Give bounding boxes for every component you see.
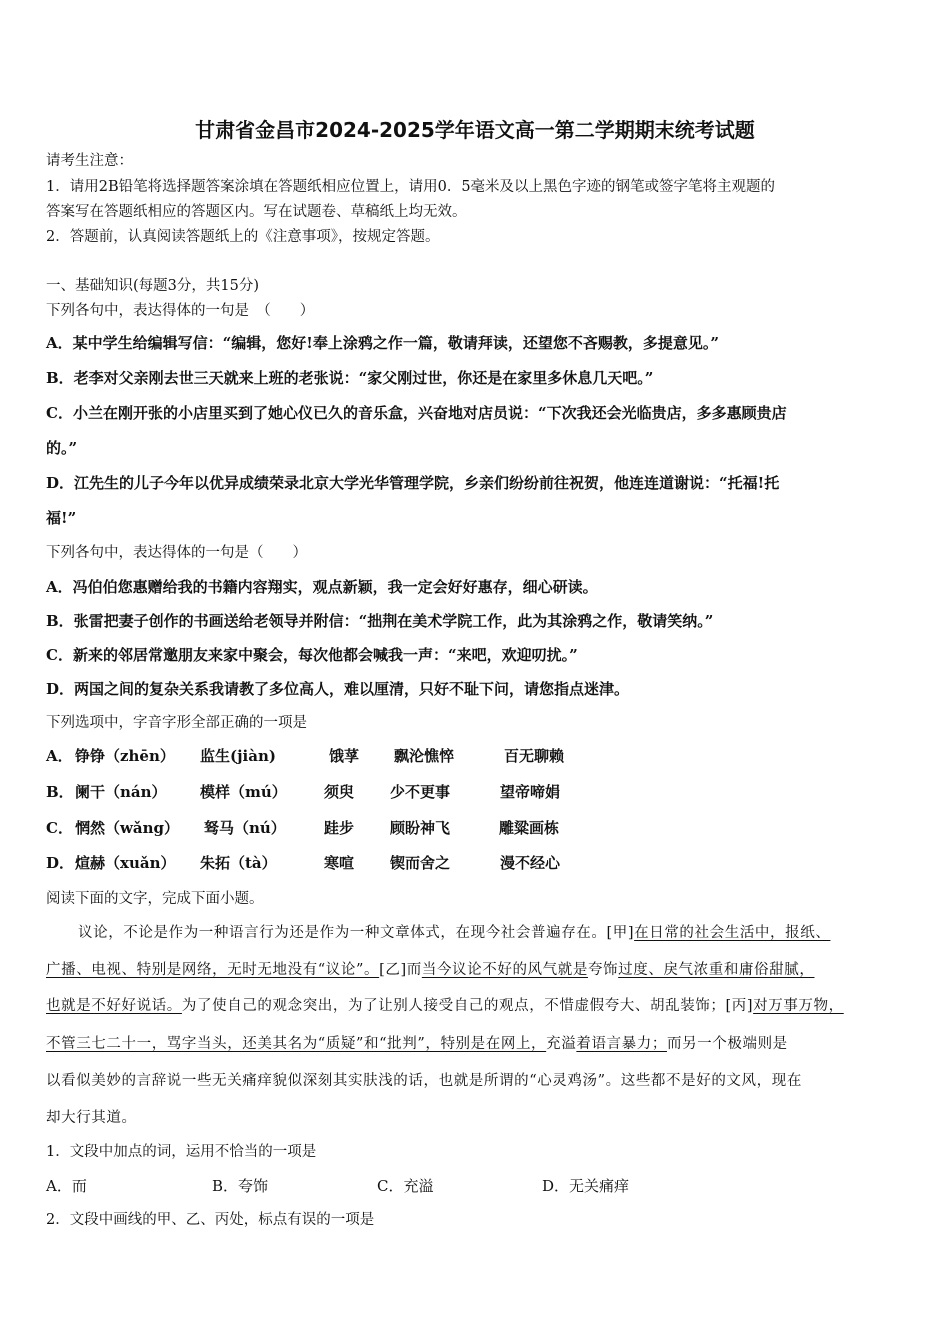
q3-cell: 望帝啼娟 (500, 783, 561, 801)
notice-heading: 请考生注意： (46, 153, 133, 169)
q3-cell: 朱拓（tà） (200, 854, 277, 872)
reading-q1-stem: 1．文段中加点的词，运用不恰当的一项是 (46, 1144, 317, 1160)
q3-cell: 少不更事 (390, 783, 451, 801)
underlined-segment-bing-cont: 不管三七二十一，骂字当头，还美其名为“质疑”和“批判”，特别是在网上， (46, 1036, 547, 1052)
q3-cell: 寒喧 (324, 854, 355, 872)
q3-option-row-a (46, 746, 646, 766)
q3-cell: 锲而舍之 (390, 854, 451, 872)
passage-line-4 (46, 1034, 788, 1054)
reading-q1-option-c: C．充溢 (377, 1177, 434, 1195)
q2-stem: 下列各句中，表达得体的一句是（ ） (46, 545, 307, 561)
underlined-segment-bing: 对万事万物， (753, 998, 844, 1014)
passage-line-2 (46, 960, 814, 980)
underlined-segment-yi-cont: 过度、戾气浓重和庸俗甜腻， (618, 962, 815, 978)
q3-option-row-d (46, 853, 646, 873)
reading-q1-option-b: B．夸饰 (212, 1177, 269, 1195)
q3-cell: 监生(jiàn) (200, 747, 276, 765)
reading-q1-options (46, 1176, 906, 1196)
exam-title: 甘肃省金昌市2024-2025学年语文高一第二学期期末统考试题 (195, 118, 755, 142)
q3-cell: 煊赫（xuǎn） (75, 854, 176, 872)
q3-cell: 惘然（wǎng） (75, 819, 180, 837)
q1-option-d-line-1: D．江先生的儿子今年以优异成绩荣录北京大学光华管理学院，乡亲们纷纷前往祝贺，他连连道谢说：“托福!托 (46, 474, 780, 492)
q1-option-c-line-2: 的。” (46, 439, 78, 457)
underlined-segment-bing-end: 着语言暴力； (576, 1036, 667, 1052)
q1-option-c-line-1: C．小兰在刚开张的小店里买到了她心仪已久的音乐盒，兴奋地对店员说：“下次我还会光临贵店，多多惠顾贵店 (46, 404, 787, 422)
q3-cell: 漫不经心 (500, 854, 561, 872)
underlined-segment-yi: 当今议论不好的风气就是 (421, 962, 588, 978)
q3-stem: 下列选项中，字音字形全部正确的一项是 (46, 715, 307, 731)
dotted-word-kuashi: 夸饰 (587, 962, 619, 978)
q3-row-label: A． (46, 747, 73, 765)
q3-cell: 顾盼神飞 (390, 819, 451, 837)
q1-option-a: A．某中学生给编辑写信：“编辑，您好!奉上涂鸦之作一篇，敬请拜读，还望您不吝赐教，多提意见。” (46, 334, 719, 352)
q3-cell: 模样（mú） (200, 783, 287, 801)
passage-line-3 (46, 996, 844, 1016)
q3-option-row-c (46, 818, 646, 838)
passage-text: [乙]而 (379, 962, 422, 978)
q3-row-label: D． (46, 854, 75, 872)
q3-cell: 飘沦憔悴 (394, 747, 455, 765)
q3-row-label: B． (46, 783, 74, 801)
passage-text: 议论，不论是作为一种语言行为还是作为一种文章体式，在现今社会普遍存在。[甲] (78, 925, 635, 941)
q3-row-label: C． (46, 819, 73, 837)
q3-cell: 百无聊赖 (504, 747, 565, 765)
q1-option-b: B．老李对父亲刚去世三天就来上班的老张说：“家父刚过世，你还是在家里多休息几天吧。” (46, 369, 654, 387)
notice-item-1-line-2: 答案写在答题纸相应的答题区内。写在试题卷、草稿纸上均无效。 (46, 204, 467, 220)
underlined-segment-yi-end: 也就是不好好说话。 (46, 998, 182, 1014)
q2-option-a: A．冯伯伯您惠赠给我的书籍内容翔实，观点新颖，我一定会好好惠存，细心研读。 (46, 578, 598, 596)
underlined-segment-jia-cont: 广播、电视、特别是网络，无时无地没有“议论”。 (46, 962, 380, 978)
notice-item-1-line-1: 1．请用2B铅笔将选择题答案涂填在答题纸相应位置上，请用0．5毫米及以上黑色字迹的钢笔或签字笔将主观题的 (46, 179, 776, 195)
reading-q1-option-a: A．而 (46, 1177, 87, 1195)
q3-cell: 雕粱画栋 (499, 819, 560, 837)
q3-cell: 铮铮（zhēn） (75, 747, 175, 765)
q1-stem: 下列各句中，表达得体的一句是 （ ） (46, 303, 315, 319)
reading-intro: 阅读下面的文字，完成下面小题。 (46, 891, 264, 907)
reading-q1-option-d: D．无关痛痒 (542, 1177, 630, 1195)
reading-q2-stem: 2．文段中画线的甲、乙、丙处，标点有误的一项是 (46, 1212, 375, 1228)
passage-line-6: 却大行其道。 (46, 1110, 137, 1126)
q3-cell: 阑干（nán） (75, 783, 167, 801)
q2-option-c: C．新来的邻居常邀朋友来家中聚会，每次他都会喊我一声：“来吧，欢迎叨扰。” (46, 646, 578, 664)
q1-option-d-line-2: 福!” (46, 509, 77, 527)
notice-item-2: 2．答题前，认真阅读答题纸上的《注意事项》，按规定答题。 (46, 229, 440, 245)
passage-text: 为了使自己的观念突出，为了让别人接受自己的观点，不惜虚假夸大、胡乱装饰；[丙] (181, 998, 754, 1014)
q3-cell: 驽马（nú） (204, 819, 286, 837)
passage-line-5: 以看似美妙的言辞说一些无关痛痒貌似深刻其实肤浅的话，也就是所谓的“心灵鸡汤”。这些都不是好的文风，现在 (46, 1073, 802, 1089)
passage-text: 而另一个极端则是 (666, 1036, 788, 1052)
q2-option-d: D．两国之间的复杂关系我请教了多位高人，难以厘清，只好不耻下问，请您指点迷津。 (46, 680, 630, 698)
q3-option-row-b (46, 782, 646, 802)
q3-cell: 饿莩 (329, 747, 360, 765)
passage-line-1 (78, 923, 830, 943)
q3-cell: 跬步 (324, 819, 355, 837)
dotted-word-chongyi: 充溢 (546, 1036, 577, 1052)
q2-option-b: B．张雷把妻子创作的书画送给老领导并附信：“拙荆在美术学院工作，此为其涂鸦之作，敬请笑纳。” (46, 612, 714, 630)
q3-cell: 须臾 (324, 783, 355, 801)
underlined-segment-jia: 在日常的社会生活中，报纸、 (634, 925, 831, 941)
section-heading: 一、基础知识(每题3分，共15分) (46, 278, 259, 294)
